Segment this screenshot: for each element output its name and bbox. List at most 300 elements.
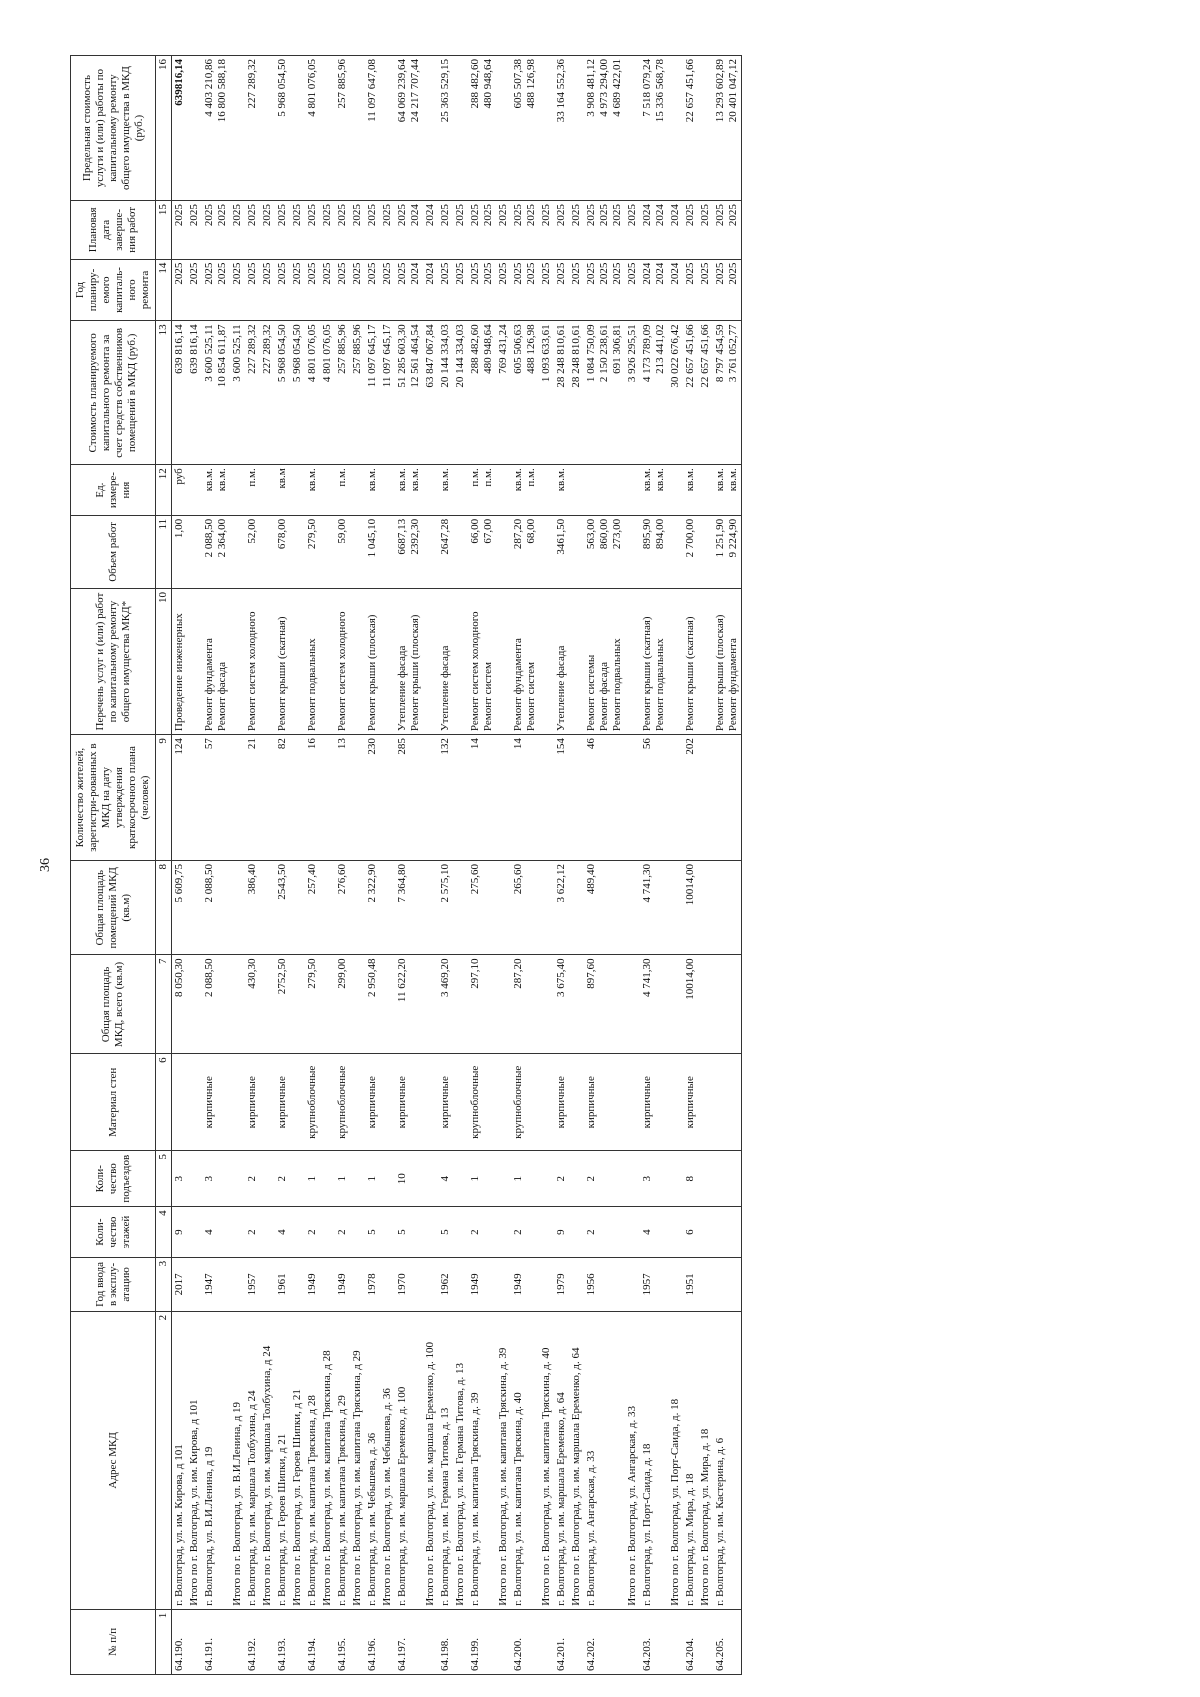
column-number-13: 13 xyxy=(156,321,172,465)
table-cell xyxy=(683,201,698,259)
limit-cost: 22 657 451,66 xyxy=(684,59,696,123)
table-cell xyxy=(275,321,290,465)
table-cell xyxy=(713,1609,742,1674)
table-cell xyxy=(668,1151,683,1207)
table-cell xyxy=(698,1054,713,1151)
table-cell xyxy=(335,259,350,321)
table-cell xyxy=(202,588,230,734)
table-cell xyxy=(350,201,365,259)
work-volume: 895,90 xyxy=(641,518,653,550)
column-number-6: 6 xyxy=(156,1054,172,1151)
table-cell xyxy=(275,1151,290,1207)
limit-cost: 288 482,60 xyxy=(469,59,481,109)
table-cell xyxy=(713,1151,742,1207)
total-row xyxy=(453,56,468,1675)
limit-cost: 605 507,38 xyxy=(512,59,524,109)
table-cell xyxy=(260,321,275,465)
total-row xyxy=(230,56,245,1675)
total-area: 297,10 xyxy=(469,958,481,989)
total-end-date: 2025 xyxy=(540,204,552,227)
table-cell xyxy=(423,515,438,588)
table-cell xyxy=(350,1257,365,1311)
table-cell xyxy=(365,1054,380,1151)
premises-area: 2 088,50 xyxy=(203,864,215,903)
table-cell xyxy=(365,56,380,201)
premises-area: 2543,50 xyxy=(276,864,288,900)
column-header-6: Материал стен xyxy=(71,1054,156,1151)
total-end-date: 2025 xyxy=(351,204,363,227)
table-cell xyxy=(554,321,569,465)
work-unit: кв.м. xyxy=(439,468,451,492)
table-cell xyxy=(554,259,569,321)
house-row xyxy=(554,56,569,1675)
table-cell xyxy=(260,1054,275,1151)
work-end-date: 2025 xyxy=(216,204,228,227)
work-year: 2025 xyxy=(525,262,537,285)
house-row xyxy=(305,56,320,1675)
table-cell xyxy=(468,1609,496,1674)
table-cell xyxy=(395,56,423,201)
work-name: Проведение инженерных xyxy=(173,613,185,732)
floors: 2 xyxy=(246,1229,258,1235)
table-cell xyxy=(230,735,245,861)
table-cell xyxy=(187,735,202,861)
table-cell xyxy=(260,56,275,201)
wall-material: кирпичные xyxy=(641,1076,653,1129)
table-cell xyxy=(290,861,305,955)
table-cell xyxy=(539,465,554,516)
table-cell xyxy=(365,1609,380,1674)
work-end-date: 2025 xyxy=(714,204,726,227)
table-cell xyxy=(187,1609,202,1674)
work-cost: 691 306,81 xyxy=(611,324,623,374)
house-row xyxy=(202,56,230,1675)
table-cell xyxy=(275,861,290,955)
total-cost: 227 289,32 xyxy=(261,324,273,374)
table-cell xyxy=(496,1207,511,1258)
work-year: 2025 xyxy=(469,262,481,285)
table-cell xyxy=(569,1151,584,1207)
table-cell xyxy=(554,201,569,259)
table-cell xyxy=(320,1609,335,1674)
table-cell xyxy=(668,201,683,259)
work-cost: 257 885,96 xyxy=(336,324,348,374)
row-number xyxy=(424,1613,437,1671)
table-cell xyxy=(245,1207,260,1258)
table-cell xyxy=(335,1257,350,1311)
table-cell xyxy=(713,588,742,734)
table-cell xyxy=(698,1257,713,1311)
table-cell xyxy=(569,1207,584,1258)
work-volume: 68,00 xyxy=(525,518,537,544)
table-cell xyxy=(275,955,290,1054)
table-cell xyxy=(698,1311,713,1609)
table-cell xyxy=(640,735,668,861)
table-cell xyxy=(260,465,275,516)
table-cell xyxy=(335,1609,350,1674)
commission-year: 1961 xyxy=(276,1273,288,1296)
wall-material: кирпичные xyxy=(396,1076,408,1129)
table-cell xyxy=(290,321,305,465)
table-cell xyxy=(395,1207,423,1258)
table-cell xyxy=(335,588,350,734)
table-cell xyxy=(172,1257,188,1311)
limit-cost: 257 885,96 xyxy=(336,59,348,109)
work-volume: 6687,13 xyxy=(396,518,408,555)
total-cost: 1 093 633,61 xyxy=(540,324,552,383)
total-year: 2025 xyxy=(454,262,466,285)
floors: 2 xyxy=(512,1229,524,1235)
table-cell xyxy=(554,1311,569,1609)
total-area: 287,20 xyxy=(512,958,524,989)
table-cell xyxy=(683,1609,698,1674)
work-volume: 2 364,00 xyxy=(216,518,228,558)
table-cell xyxy=(335,465,350,516)
table-cell xyxy=(380,1054,395,1151)
floors: 4 xyxy=(203,1229,215,1235)
work-volume: 2392,30 xyxy=(409,518,421,555)
floors xyxy=(714,1210,727,1254)
table-cell xyxy=(468,1207,496,1258)
row-number xyxy=(231,1613,244,1671)
table-cell xyxy=(260,1609,275,1674)
limit-cost: 11 097 647,08 xyxy=(366,59,378,122)
table-cell xyxy=(539,1054,554,1151)
table-cell xyxy=(713,465,742,516)
residents: 13 xyxy=(336,738,348,750)
table-cell xyxy=(260,515,275,588)
table-cell xyxy=(305,1207,320,1258)
table-cell xyxy=(172,1609,188,1674)
work-unit: кв.м. xyxy=(366,468,378,492)
address: г. Волгоград, ул. им. капитана Тряскина, д. 39 xyxy=(469,1392,481,1606)
table-cell xyxy=(305,1054,320,1151)
address: г. Волгоград, ул. Порт-Саида, д. 18 xyxy=(641,1443,653,1606)
column-number-14: 14 xyxy=(156,259,172,321)
work-year: 2025 xyxy=(216,262,228,285)
total-area: 897,60 xyxy=(585,958,597,989)
table-cell xyxy=(202,861,230,955)
table-cell xyxy=(365,588,380,734)
limit-cost: 488 126,98 xyxy=(525,59,537,109)
total-end-date: 2025 xyxy=(231,204,243,227)
table-cell xyxy=(554,735,569,861)
table-cell xyxy=(187,259,202,321)
table-cell xyxy=(423,201,438,259)
table-cell xyxy=(305,1609,320,1674)
work-name: Ремонт фасада xyxy=(598,661,610,732)
row-number xyxy=(188,1613,201,1671)
table-cell xyxy=(668,321,683,465)
table-cell xyxy=(275,1609,290,1674)
column-number-5: 5 xyxy=(156,1151,172,1207)
table-cell xyxy=(245,56,260,201)
table-cell xyxy=(625,1311,640,1609)
work-unit xyxy=(598,468,611,512)
total-year: 2025 xyxy=(497,262,509,285)
table-cell xyxy=(202,735,230,861)
row-number: 64.201. xyxy=(555,1638,567,1671)
table-cell xyxy=(320,1151,335,1207)
table-cell xyxy=(640,588,668,734)
entrances: 2 xyxy=(246,1175,258,1182)
table-cell xyxy=(569,1311,584,1609)
column-number-4: 4 xyxy=(156,1207,172,1258)
table-cell xyxy=(511,465,539,516)
total-year: 2025 xyxy=(381,262,393,285)
table-cell xyxy=(320,321,335,465)
table-cell xyxy=(438,1311,453,1609)
work-volume: 860,00 xyxy=(598,518,610,550)
table-cell xyxy=(584,515,625,588)
table-cell xyxy=(423,1609,438,1674)
total-area: 430,30 xyxy=(246,958,258,989)
row-number xyxy=(669,1613,682,1671)
table-cell xyxy=(453,1054,468,1151)
table-cell xyxy=(202,56,230,201)
table-cell xyxy=(453,259,468,321)
table-cell xyxy=(453,1609,468,1674)
table-cell xyxy=(365,259,380,321)
work-name: Ремонт крыши (скатная) xyxy=(641,616,653,732)
column-header-2: Адрес МКД xyxy=(71,1311,156,1609)
total-end-date: 2025 xyxy=(188,204,200,227)
work-end-date: 2025 xyxy=(396,204,408,227)
limit-cost: 3 908 481,12 xyxy=(585,59,597,117)
row-number: 64.196. xyxy=(366,1638,378,1671)
total-area: 2 950,48 xyxy=(366,958,378,997)
total-area: 11 622,20 xyxy=(396,958,408,1003)
table-cell xyxy=(453,515,468,588)
wall-material: кирпичные xyxy=(366,1076,378,1129)
table-cell xyxy=(320,201,335,259)
table-cell xyxy=(335,515,350,588)
table-cell xyxy=(305,955,320,1054)
work-name: Ремонт системы xyxy=(585,654,597,732)
table-cell xyxy=(640,259,668,321)
work-end-date: 2025 xyxy=(684,204,696,227)
limit-cost: 33 164 552,36 xyxy=(555,59,567,123)
address: г. Волгоград, ул. им. капитана Тряскина, д 29 xyxy=(336,1395,348,1606)
work-cost: 11 097 645,17 xyxy=(366,324,378,388)
table-cell xyxy=(511,588,539,734)
table-cell xyxy=(380,588,395,734)
total-row xyxy=(320,56,335,1675)
total-end-date: 2025 xyxy=(261,204,273,227)
column-header-13: Стоимость планируемого капитального ремонта за счет средств собственников помещений в МКД (руб.) xyxy=(71,321,156,465)
table-cell xyxy=(365,955,380,1054)
table-cell xyxy=(350,259,365,321)
column-header-11: Объем работ xyxy=(71,515,156,588)
limit-cost: 4 689 422,01 xyxy=(611,59,623,117)
table-cell xyxy=(290,465,305,516)
address: Итого по г. Волгоград, ул. Героев Шипки, д 21 xyxy=(291,1389,303,1606)
total-year: 2025 xyxy=(321,262,333,285)
table-cell xyxy=(569,259,584,321)
table-cell xyxy=(335,1151,350,1207)
table-cell xyxy=(625,321,640,465)
floors: 9 xyxy=(555,1229,567,1235)
table-cell xyxy=(335,1311,350,1609)
table-cell xyxy=(172,465,188,516)
total-area: 4 741,30 xyxy=(641,958,653,997)
limit-cost: 480 948,64 xyxy=(482,59,494,109)
work-cost: 51 285 603,30 xyxy=(396,324,408,388)
column-header-1: № п/п xyxy=(71,1609,156,1674)
table-cell xyxy=(554,1609,569,1674)
entrances: 4 xyxy=(439,1175,451,1182)
table-cell xyxy=(230,321,245,465)
table-cell xyxy=(335,1207,350,1258)
residents: 285 xyxy=(396,738,408,755)
total-row xyxy=(496,56,511,1675)
table-cell xyxy=(395,955,423,1054)
table-cell xyxy=(320,1311,335,1609)
table-cell xyxy=(275,1207,290,1258)
work-year: 2024 xyxy=(641,262,653,285)
table-cell xyxy=(668,861,683,955)
address: Итого по г. Волгоград, ул. им. Кирова, д 101 xyxy=(188,1399,200,1606)
table-cell xyxy=(202,955,230,1054)
row-number xyxy=(351,1613,364,1671)
table-cell xyxy=(554,56,569,201)
column-number-15: 15 xyxy=(156,201,172,259)
work-unit xyxy=(611,468,624,512)
commission-year: 2017 xyxy=(173,1273,185,1296)
table-cell xyxy=(380,259,395,321)
table-cell xyxy=(365,465,380,516)
house-row xyxy=(172,56,188,1675)
work-year: 2025 xyxy=(585,262,597,285)
total-row xyxy=(260,56,275,1675)
row-number xyxy=(497,1613,510,1671)
table-cell xyxy=(230,861,245,955)
table-cell xyxy=(438,321,453,465)
column-number-8: 8 xyxy=(156,861,172,955)
table-cell xyxy=(468,588,496,734)
wall-material: кирпичные xyxy=(246,1076,258,1129)
table-cell xyxy=(668,465,683,516)
table-cell xyxy=(423,588,438,734)
work-year: 2025 xyxy=(306,262,318,285)
commission-year: 1962 xyxy=(439,1273,451,1296)
table-cell xyxy=(365,201,380,259)
address: Итого по г. Волгоград, ул. им. капитана Тряскина, д. 40 xyxy=(540,1347,552,1606)
row-number xyxy=(321,1613,334,1671)
table-cell xyxy=(625,56,640,201)
limit-cost: 16 800 588,18 xyxy=(216,59,228,123)
work-name: Утепление фасада xyxy=(396,645,408,732)
table-cell xyxy=(365,861,380,955)
table-cell xyxy=(511,861,539,955)
row-number: 64.203. xyxy=(641,1638,653,1671)
house-row xyxy=(365,56,380,1675)
table-cell xyxy=(640,1054,668,1151)
table-cell xyxy=(438,588,453,734)
table-cell xyxy=(554,861,569,955)
work-name: Ремонт фундамента xyxy=(727,638,739,732)
address: Итого по г. Волгоград, ул. Порт-Саида, д. 18 xyxy=(669,1398,681,1606)
residents: 57 xyxy=(203,738,215,750)
work-volume: 66,00 xyxy=(469,518,481,544)
entrances: 3 xyxy=(203,1175,215,1182)
table-cell xyxy=(698,861,713,955)
total-end-date: 2025 xyxy=(454,204,466,227)
table-cell xyxy=(290,735,305,861)
table-cell xyxy=(698,1207,713,1258)
table-cell xyxy=(640,861,668,955)
table-cell xyxy=(683,259,698,321)
entrances: 3 xyxy=(641,1175,653,1182)
table-cell xyxy=(496,201,511,259)
header-row xyxy=(71,56,156,1675)
address: г. Волгоград, ул. им. капитана Тряскина, д. 40 xyxy=(512,1392,524,1606)
address: Итого по г. Волгоград, ул. им. маршала Еременко, д. 64 xyxy=(570,1347,582,1606)
column-header-10: Перечень услуг и (или) работ по капитальному ремонту общего имущества МКД* xyxy=(71,588,156,734)
limit-cost: 25 363 529,15 xyxy=(439,59,451,123)
total-row xyxy=(350,56,365,1675)
wall-material: кирпичные xyxy=(439,1076,451,1129)
total-area: 8 050,30 xyxy=(173,958,185,997)
limit-cost: 13 293 602,89 xyxy=(714,59,726,123)
table-cell xyxy=(468,465,496,516)
table-cell xyxy=(245,955,260,1054)
total-row xyxy=(625,56,640,1675)
address: Итого по г. Волгоград, ул. им. Чебышева, д. 36 xyxy=(381,1388,393,1606)
row-number xyxy=(261,1613,274,1671)
table-cell xyxy=(202,1054,230,1151)
table-cell xyxy=(260,1311,275,1609)
table-cell xyxy=(230,1609,245,1674)
floors: 2 xyxy=(336,1229,348,1235)
table-body xyxy=(172,56,742,1675)
table-cell xyxy=(468,1054,496,1151)
table-cell xyxy=(584,1311,625,1609)
table-cell xyxy=(202,201,230,259)
table-cell xyxy=(275,201,290,259)
column-header-8: Общая площадь помещений МКД (кв.м) xyxy=(71,861,156,955)
work-end-date: 2025 xyxy=(555,204,567,227)
table-cell xyxy=(365,515,380,588)
table-cell xyxy=(438,1054,453,1151)
table-cell xyxy=(438,861,453,955)
work-cost: 288 482,60 xyxy=(469,324,481,374)
work-end-date: 2024 xyxy=(641,204,653,227)
table-cell xyxy=(290,588,305,734)
work-name: Ремонт крыши (плоская) xyxy=(366,614,378,732)
table-cell xyxy=(380,465,395,516)
total-area: 299,00 xyxy=(336,958,348,989)
row-number: 64.191. xyxy=(203,1638,215,1671)
work-year: 2025 xyxy=(727,262,739,285)
table-cell xyxy=(683,56,698,201)
commission-year: 1979 xyxy=(555,1273,567,1296)
premises-area: 4 741,30 xyxy=(641,864,653,903)
table-cell xyxy=(569,321,584,465)
table-cell xyxy=(625,1257,640,1311)
work-cost: 12 561 464,54 xyxy=(409,324,421,388)
total-year: 2025 xyxy=(351,262,363,285)
table-cell xyxy=(172,259,188,321)
row-number: 64.190. xyxy=(173,1638,185,1671)
address: г. Волгоград, ул. им. маршала Еременко, д. 100 xyxy=(396,1386,408,1606)
table-cell xyxy=(187,515,202,588)
row-number: 64.195. xyxy=(336,1638,348,1671)
residents: 154 xyxy=(555,738,567,755)
table-cell xyxy=(713,955,742,1054)
table-cell xyxy=(320,588,335,734)
entrances: 1 xyxy=(512,1175,524,1182)
